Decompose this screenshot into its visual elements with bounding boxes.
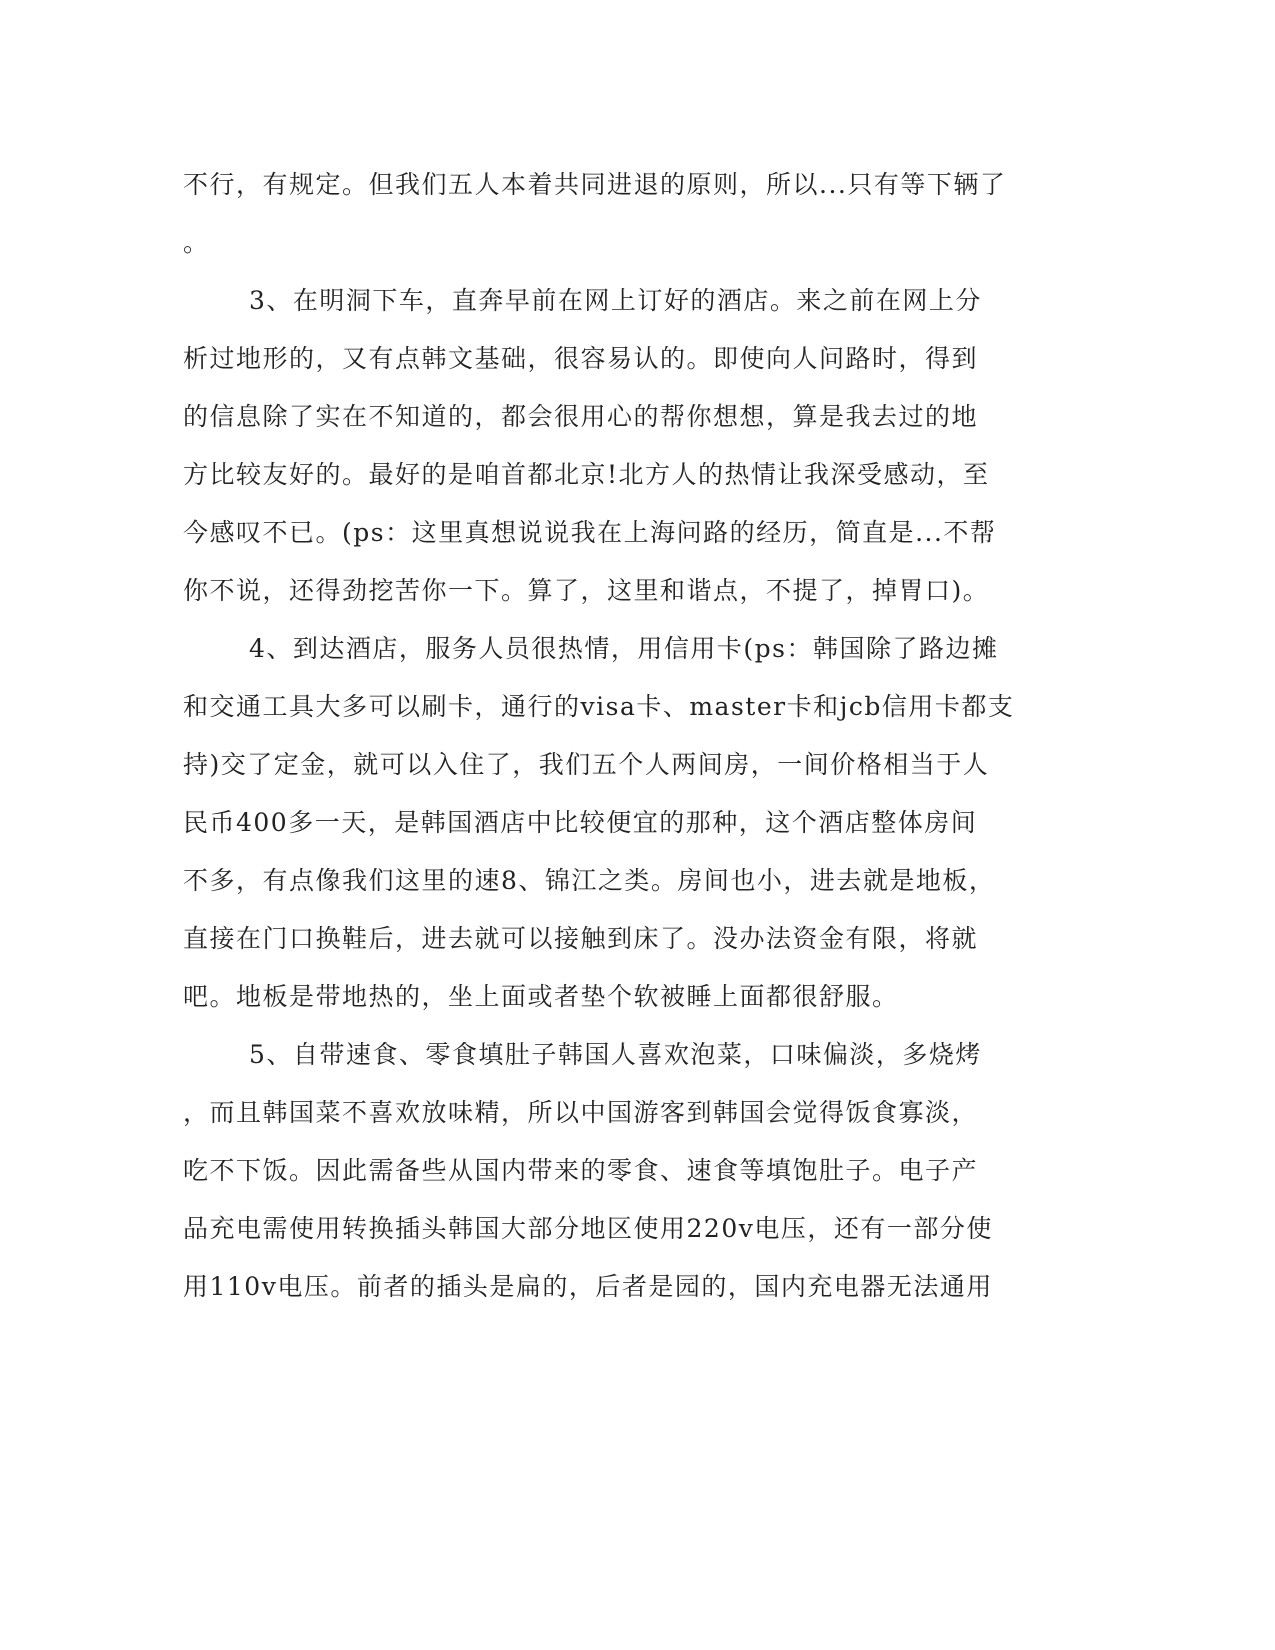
paragraph-start-line: 3、在明洞下车，直奔早前在网上订好的酒店。来之前在网上分 <box>249 286 982 315</box>
text-line: 不多，有点像我们这里的速8、锦江之类。房间也小，进去就是地板， <box>183 866 996 895</box>
text-line: 析过地形的，又有点韩文基础，很容易认的。即使向人问路时，得到 <box>183 344 979 373</box>
text-line: 用110v电压。前者的插头是扁的，后者是园的，国内充电器无法通用 <box>183 1272 993 1301</box>
text-line: 你不说，还得劲挖苦你一下。算了，这里和谐点，不提了，掉胃口)。 <box>183 576 990 605</box>
text-line: 民币400多一天，是韩国酒店中比较便宜的那种，这个酒店整体房间 <box>183 808 978 837</box>
text-line: 不行，有规定。但我们五人本着共同进退的原则，所以...只有等下辆了 <box>183 170 1007 199</box>
paragraph-start-line: 4、到达酒店，服务人员很热情，用信用卡(ps：韩国除了路边摊 <box>249 634 999 663</box>
paragraph-start-line: 5、自带速食、零食填肚子韩国人喜欢泡菜，口味偏淡，多烧烤 <box>249 1040 982 1069</box>
text-line: 今感叹不已。(ps：这里真想说说我在上海问路的经历，简直是...不帮 <box>183 518 997 547</box>
text-line: 的信息除了实在不知道的，都会很用心的帮你想想，算是我去过的地 <box>183 402 979 431</box>
text-line: 品充电需使用转换插头韩国大部分地区使用220v电压，还有一部分使 <box>183 1214 993 1243</box>
text-line: ，而且韩国菜不喜欢放味精，所以中国游客到韩国会觉得饭食寡淡， <box>183 1098 979 1127</box>
text-line: 和交通工具大多可以刷卡，通行的visa卡、master卡和jcb信用卡都支 <box>183 692 1015 721</box>
document-body <box>183 156 1043 1316</box>
text-line: 吃不下饭。因此需备些从国内带来的零食、速食等填饱肚子。电子产 <box>183 1156 979 1185</box>
text-line: 直接在门口换鞋后，进去就可以接触到床了。没办法资金有限，将就 <box>183 924 979 953</box>
text-line: 。 <box>183 228 210 257</box>
text-line: 持)交了定金，就可以入住了，我们五个人两间房，一间价格相当于人 <box>183 750 990 779</box>
text-line: 方比较友好的。最好的是咱首都北京!北方人的热情让我深受感动，至 <box>183 460 990 489</box>
text-line: 吧。地板是带地热的，坐上面或者垫个软被睡上面都很舒服。 <box>183 982 899 1011</box>
